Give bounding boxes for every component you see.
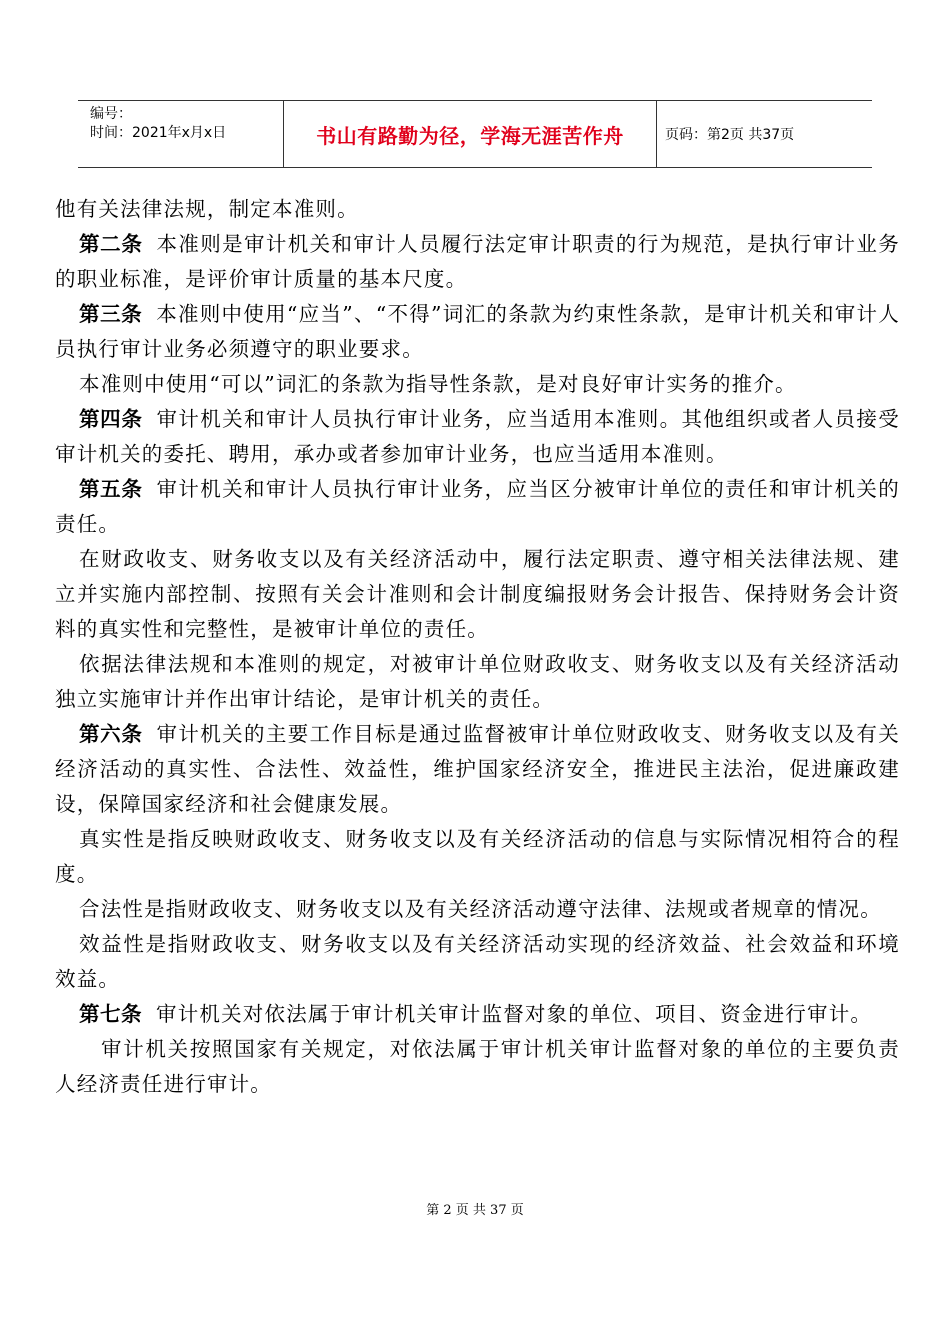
article-paragraph: 第六条 审计机关的主要工作目标是通过监督被审计单位财政收支、财务收支以及有关经济活动的真实性、合法性、效益性，维护国家经济安全，推进民主法治，促进廉政建设，保障国家经济和社会健康发展。 xyxy=(55,722,900,816)
header-motto-cell xyxy=(284,101,657,167)
header-page-cell xyxy=(657,101,872,167)
date-label: 时间：2021年x月x日 xyxy=(90,125,227,141)
paragraph: 本准则中使用“可以”词汇的条款为指导性条款，是对良好审计实务的推介。 xyxy=(79,372,797,396)
article-number: 第五条 xyxy=(79,477,143,501)
article-number: 第二条 xyxy=(79,232,143,256)
paragraph: 依据法律法规和本准则的规定，对被审计单位财政收支、财务收支以及有关经济活动独立实施审计并作出审计结论，是审计机关的责任。 xyxy=(55,652,900,711)
article-number: 第六条 xyxy=(79,722,143,746)
document-body xyxy=(55,192,900,1102)
article-paragraph: 第二条 本准则是审计机关和审计人员履行法定审计职责的行为规范，是执行审计业务的职业标准，是评价审计质量的基本尺度。 xyxy=(55,232,900,291)
paragraph: 审计机关按照国家有关规定，对依法属于审计机关审计监督对象的单位的主要负责人经济责任进行审计。 xyxy=(55,1037,900,1096)
article-number: 第七条 xyxy=(79,1002,142,1026)
article-paragraph: 第三条 本准则中使用“应当”、“不得”词汇的条款为约束性条款，是审计机关和审计人员执行审计业务必须遵守的职业要求。 xyxy=(55,302,901,361)
paragraph: 合法性是指财政收支、财务收支以及有关经济活动遵守法律、法规或者规章的情况。 xyxy=(79,897,882,921)
paragraph: 真实性是指反映财政收支、财务收支以及有关经济活动的信息与实际情况相符合的程度。 xyxy=(55,827,900,886)
article-paragraph: 第七条 审计机关对依法属于审计机关审计监督对象的单位、项目、资金进行审计。 xyxy=(79,1002,873,1026)
paragraph: 在财政收支、财务收支以及有关经济活动中，履行法定职责、遵守相关法律法规、建立并实施内部控制、按照有关会计准则和会计制度编报财务会计报告、保持财务会计资料的真实性和完整性，是被审计单位的责任。 xyxy=(55,547,900,641)
article-number: 第四条 xyxy=(79,407,143,431)
number-label: 编号： xyxy=(90,106,132,122)
article-paragraph: 第五条 审计机关和审计人员执行审计业务，应当区分被审计单位的责任和审计机关的责任。 xyxy=(55,477,900,536)
paragraph: 效益性是指财政收支、财务收支以及有关经济活动实现的经济效益、社会效益和环境效益。 xyxy=(55,932,900,991)
motto-text: 书山有路勤为径，学海无涯苦作舟 xyxy=(316,123,624,148)
article-number: 第三条 xyxy=(79,302,143,326)
header-meta xyxy=(78,101,284,167)
page-footer: 第 2 页 共 37 页 xyxy=(426,1203,524,1218)
article-paragraph: 第四条 审计机关和审计人员执行审计业务，应当适用本准则。其他组织或者人员接受审计机关的委托、聘用，承办或者参加审计业务，也应当适用本准则。 xyxy=(55,407,900,466)
paragraph: 他有关法律法规，制定本准则。 xyxy=(55,197,359,221)
page-header xyxy=(78,100,872,168)
page-label: 页码：第2页 共37页 xyxy=(665,127,795,143)
